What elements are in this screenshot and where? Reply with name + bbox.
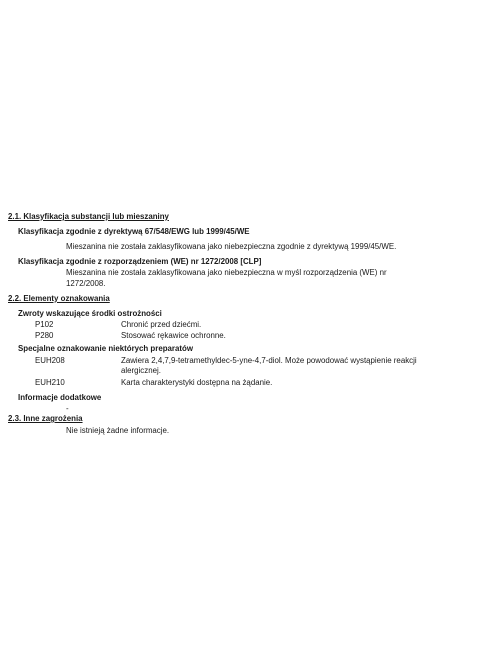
section-2-2-heading: 2.2. Elementy oznakowania [8,294,110,303]
clp-classification-text-line2: 1272/2008. [66,279,106,288]
section-2-1-heading: 2.1. Klasyfikacja substancji lub mieszaniny [8,212,169,221]
other-hazards-text: Nie istnieją żadne informacje. [66,426,170,435]
additional-info-heading: Informacje dodatkowe [18,393,102,402]
euh-text-line2: alergicznej. [121,366,161,375]
euh-text-line1: Karta charakterystyki dostępna na żądanie. [121,378,273,387]
directive-classification-text: Mieszanina nie została zaklasyfikowana jako niebezpieczna zgodnie z dyrektywą 1999/45/WE. [66,242,397,251]
clp-classification-heading: Klasyfikacja zgodnie z rozporządzeniem (WE) nr 1272/2008 [CLP] [18,257,262,266]
precaution-text: Stosować rękawice ochronne. [121,331,226,340]
precautionary-statements-heading: Zwroty wskazujące środki ostrożności [18,309,162,318]
precaution-text: Chronić przed dziećmi. [121,320,202,329]
special-labelling-heading: Specjalne oznakowanie niektórych preparatów [18,344,193,353]
euh-code: EUH210 [35,378,65,387]
additional-info-value: - [66,404,69,413]
directive-classification-heading: Klasyfikacja zgodnie z dyrektywą 67/548/EWG lub 1999/45/WE [18,227,250,236]
precaution-code: P280 [35,331,54,340]
precaution-code: P102 [35,320,54,329]
euh-text-line1: Zawiera 2,4,7,9-tetramethyldec-5-yne-4,7-diol. Może powodować wystąpienie reakcji [121,356,417,365]
section-2-3-heading: 2.3. Inne zagrożenia [8,414,83,423]
euh-code: EUH208 [35,356,65,365]
clp-classification-text-line1: Mieszanina nie została zaklasyfikowana jako niebezpieczna w myśl rozporządzenia (WE) nr [66,268,387,277]
